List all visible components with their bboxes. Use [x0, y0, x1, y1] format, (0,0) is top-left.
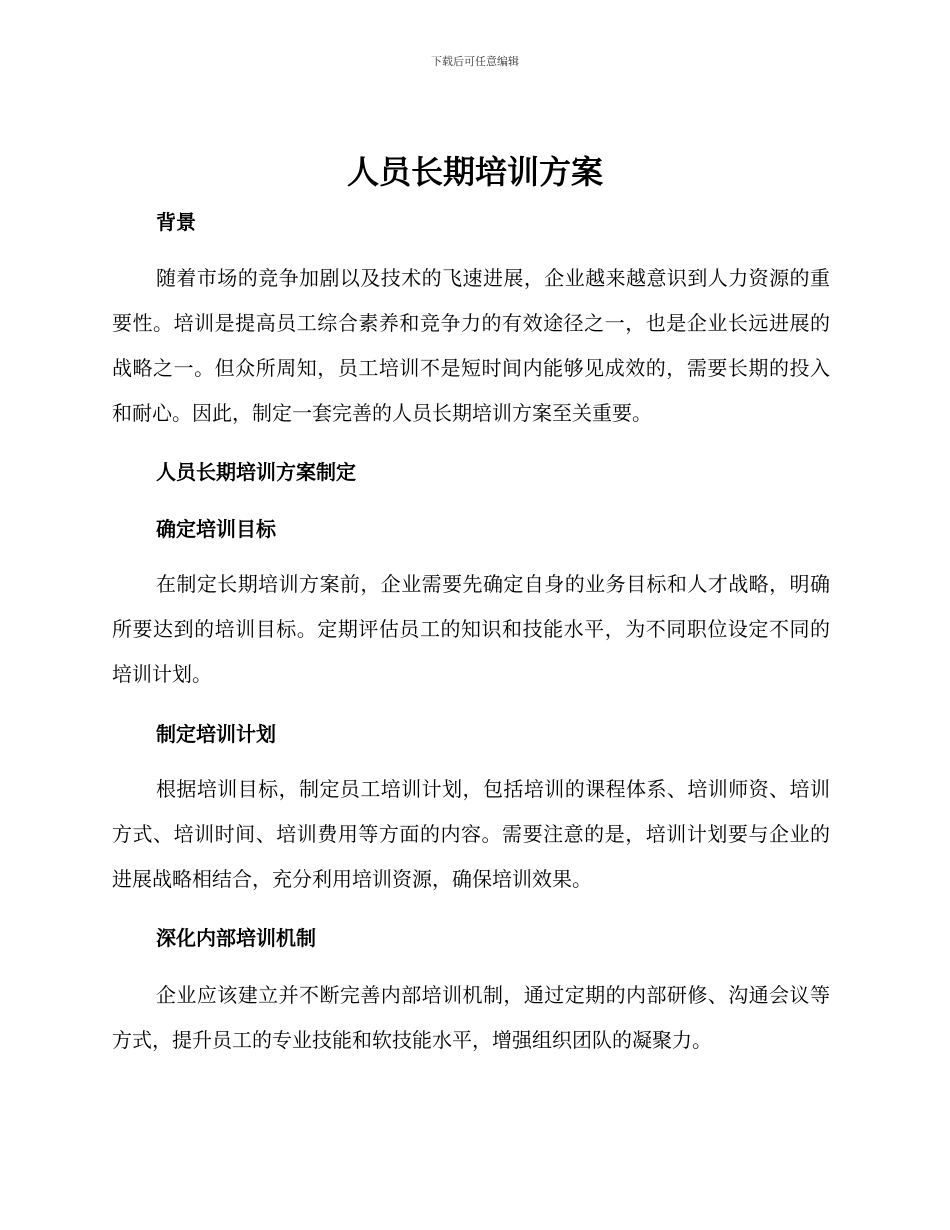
heading-plan-making: 人员长期培训方案制定	[156, 460, 356, 484]
paragraph-training-goals: 在制定长期培训方案前，企业需要先确定自身的业务目标和人才战略，明确所要达到的培训目标。定期评估员工的知识和技能水平，为不同职位设定不同的培训计划。	[112, 572, 830, 686]
paragraph-training-plan: 根据培训目标，制定员工培训计划，包括培训的课程体系、培训师资、培训方式、培训时间、培训费用等方面的内容。需要注意的是，培训计划要与企业的进展战略相结合，充分利用培训资源，确保培训效果。	[112, 777, 830, 891]
page-title: 人员长期培训方案	[346, 153, 603, 191]
paragraph-background: 随着市场的竞争加剧以及技术的飞速进展，企业越来越意识到人力资源的重要性。培训是提高员工综合素养和竞争力的有效途径之一，也是企业长远进展的战略之一。但众所周知，员工培训不是短时间内能够见成效的，需要长期的投入和耐心。因此，制定一套完善的人员长期培训方案至关重要。	[112, 266, 830, 425]
heading-training-plan: 制定培训计划	[156, 722, 276, 746]
heading-training-goals: 确定培训目标	[156, 517, 276, 541]
heading-internal-training: 深化内部培训机制	[156, 926, 316, 950]
heading-background: 背景	[156, 210, 196, 234]
page-header-note: 下载后可任意编辑	[431, 55, 519, 68]
paragraph-internal-training: 企业应该建立并不断完善内部培训机制，通过定期的内部研修、沟通会议等方式，提升员工的专业技能和软技能水平，增强组织团队的凝聚力。	[112, 983, 830, 1052]
